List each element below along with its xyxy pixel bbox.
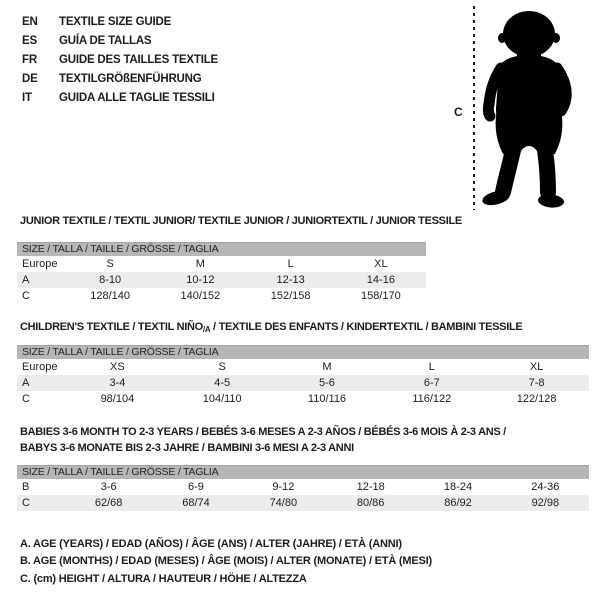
cell: 3-6 (100, 481, 117, 493)
language-code: FR (22, 54, 37, 66)
row-label: B (22, 481, 30, 493)
section-title-babies-line2: BABYS 3-6 MONATE BIS 2-3 JAHRE / BAMBINI 3-6 MESI A 2-3 ANNI (20, 442, 354, 454)
section-title-children-sub: /A (202, 325, 211, 334)
cell: 110/116 (307, 393, 347, 405)
language-code: ES (22, 35, 37, 47)
language-row (22, 70, 218, 89)
cell: 5-6 (319, 377, 335, 389)
language-title: TEXTILE SIZE GUIDE (59, 16, 172, 28)
cell: 8-10 (99, 274, 122, 286)
cell: 128/140 (90, 290, 130, 302)
babies-size-table (17, 465, 589, 511)
table-row (17, 288, 426, 304)
section-title-children (20, 321, 522, 333)
section-title-junior: JUNIOR TEXTILE / TEXTIL JUNIOR/ TEXTILE JUNIOR / JUNIORTEXTIL / JUNIOR TESSILE (20, 215, 462, 227)
cell: 98/104 (100, 393, 135, 405)
cell: 86/92 (444, 497, 472, 509)
language-code: IT (22, 92, 32, 104)
cell: L (287, 258, 294, 270)
cell: 158/170 (360, 290, 401, 302)
cell: 80/86 (356, 497, 385, 509)
row-label: A (22, 274, 30, 286)
row-label: Europe (22, 258, 58, 270)
language-title-block (22, 13, 218, 108)
cell: XL (529, 361, 544, 373)
section-title-children-post: / TEXTILE DES ENFANTS / KINDERTEXTIL / BAMBINI TESSILE (210, 321, 523, 333)
language-title: TEXTILGRÖßENFÜHRUNG (59, 73, 202, 85)
language-row (22, 32, 218, 51)
language-title: GUIDA ALLE TAGLIE TESSILI (59, 92, 215, 104)
language-title: GUÍA DE TALLAS (59, 35, 152, 47)
footnote-b: B. AGE (MONTHS) / EDAD (MESES) / ÂGE (MOIS) / ALTER (MONATE) / ETÀ (MESI) (20, 555, 432, 568)
cell: M (322, 361, 332, 373)
cell: 7-8 (528, 377, 545, 389)
cell: S (106, 258, 114, 270)
cell: 104/110 (202, 393, 242, 405)
row-label: Europe (22, 361, 58, 373)
cell: 14-16 (366, 274, 395, 286)
table-row (17, 359, 589, 375)
row-label: A (22, 377, 30, 389)
table-row (17, 495, 589, 511)
cell: 18-24 (443, 481, 473, 493)
section-title-babies-line1: BABIES 3-6 MONTH TO 2-3 YEARS / BEBÉS 3-6 MESES A 2-3 AÑOS / BÉBÉS 3-6 MOIS À 2-3 ANS / (20, 426, 506, 438)
size-header-bar: SIZE / TALLA / TAILLE / GRÖSSE / TAGLIA (17, 242, 426, 256)
section-title-children-pre: CHILDREN'S TEXTILE / TEXTIL NIÑO (20, 321, 203, 333)
language-code: DE (22, 73, 38, 85)
language-row (22, 89, 218, 108)
cell: 140/152 (180, 290, 221, 302)
cell: 12-18 (356, 481, 385, 493)
cell: 92/98 (531, 497, 560, 509)
cell: 6-7 (423, 377, 440, 389)
table-row (17, 375, 589, 391)
cell: 74/80 (269, 497, 298, 509)
cell: XL (374, 258, 388, 270)
children-size-table (17, 345, 589, 407)
cell: 122/128 (516, 393, 557, 405)
cell: 4-5 (214, 377, 231, 389)
cell: 10-12 (186, 274, 215, 286)
language-code: EN (22, 16, 38, 28)
cell: L (428, 361, 435, 373)
table-row (17, 479, 589, 495)
language-row (22, 13, 218, 32)
table-row (17, 256, 426, 272)
cell: 62/68 (94, 497, 123, 509)
baby-silhouette-icon (479, 8, 579, 208)
junior-size-table (17, 242, 426, 304)
table-row (17, 272, 426, 288)
size-header-bar: SIZE / TALLA / TAILLE / GRÖSSE / TAGLIA (17, 465, 589, 479)
footnotes (20, 536, 432, 588)
row-label: C (22, 393, 30, 405)
cell: 6-9 (188, 481, 204, 493)
cell: 9-12 (272, 481, 295, 493)
language-title: GUIDE DES TAILLES TEXTILE (59, 54, 218, 66)
section-title-babies (20, 424, 506, 456)
cell: M (195, 258, 205, 270)
row-label: C (22, 290, 30, 302)
height-measure-label: C (454, 105, 463, 119)
height-measure-dashed-line (472, 6, 476, 210)
cell: S (218, 361, 226, 373)
cell: 116/122 (412, 393, 452, 405)
cell: 152/158 (270, 290, 311, 302)
footnote-a: A. AGE (YEARS) / EDAD (AÑOS) / ÂGE (ANS) / ALTER (JAHRE) / ETÀ (ANNI) (20, 538, 402, 550)
cell: 24-36 (531, 481, 560, 493)
footnote-c: C. (cm) HEIGHT / ALTURA / HAUTEUR / HÖHE / ALTEZZA (20, 572, 307, 585)
cell: 68/74 (182, 497, 210, 509)
table-row (17, 391, 589, 407)
language-row (22, 51, 218, 70)
row-label: C (22, 497, 30, 509)
size-header-bar: SIZE / TALLA / TAILLE / GRÖSSE / TAGLIA (17, 345, 589, 359)
size-figure (450, 4, 596, 214)
cell: 3-4 (109, 377, 126, 389)
cell: 12-13 (276, 274, 305, 286)
cell: XS (110, 361, 125, 373)
